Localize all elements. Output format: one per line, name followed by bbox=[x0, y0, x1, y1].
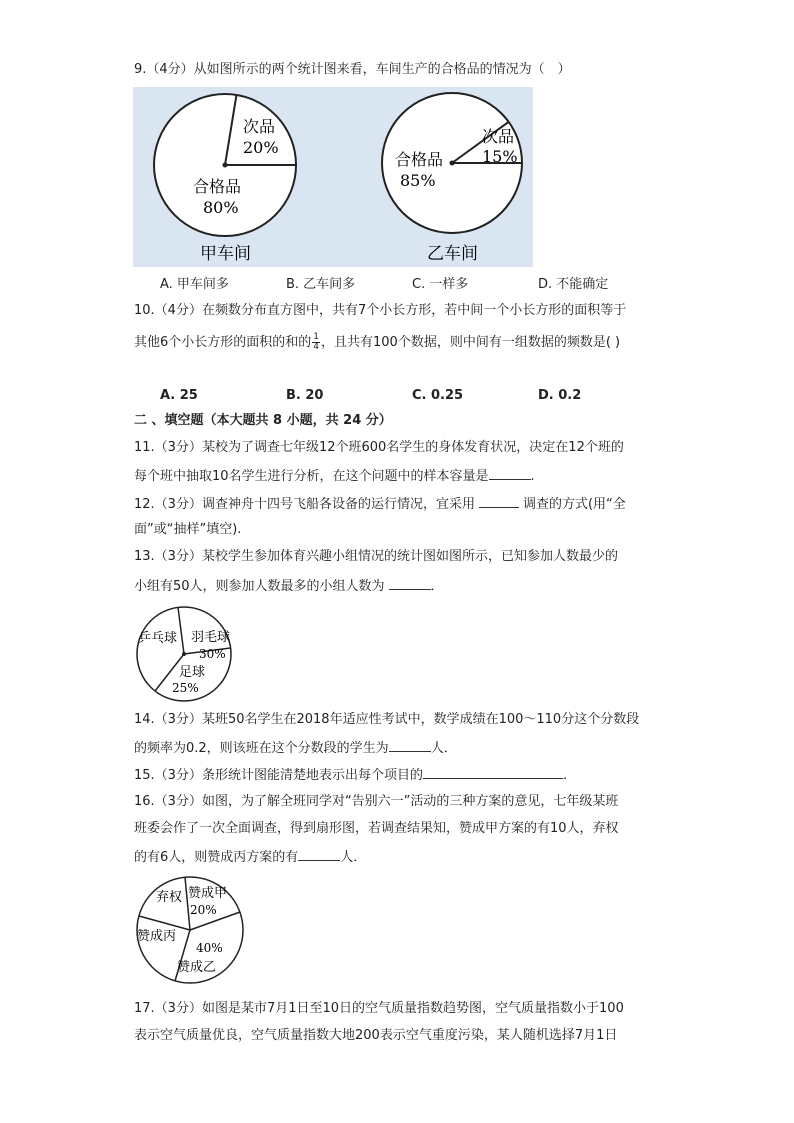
q16-pie-chart bbox=[132, 874, 252, 986]
q9-pie-a-slice2-name: 合格品 bbox=[193, 177, 242, 196]
q10-fraction-numerator: 1 bbox=[313, 332, 320, 342]
q16-line3b: 人． bbox=[340, 850, 367, 865]
q11-end: . bbox=[530, 469, 535, 484]
q12-line1a: 12.（3分）调查神舟十四号飞船各设备的运行情况，宜采用 bbox=[134, 497, 475, 512]
q11-line2-text: 每个班中抽取10名学生进行分析，在这个问题中的样本容量是 bbox=[134, 469, 489, 484]
q9-pie-charts bbox=[133, 87, 533, 267]
q10-option-a[interactable]: A. 25 bbox=[160, 388, 198, 403]
q16-slice-b-percent: 40% bbox=[196, 941, 223, 955]
q12-line1b: 调查的方式(用“全 bbox=[522, 497, 626, 512]
q16-line3a: 的有6人，则赞成丙方案的有 bbox=[134, 850, 299, 865]
q13-slice-football-name: 足球 bbox=[179, 665, 206, 680]
q16-line3 bbox=[134, 847, 366, 867]
q15-end: . bbox=[562, 768, 568, 783]
q9-pie-b-label: 乙车间 bbox=[427, 244, 478, 264]
q14-line1: 14.（3分）某班50名学生在2018年适应性考试中，数学成绩在100～110分这个分数段 bbox=[134, 712, 640, 727]
q10-line2a: 其他6个小长方形的面积的和的 bbox=[134, 335, 312, 350]
q9-pie-b-slice2-percent: 85% bbox=[400, 171, 436, 190]
q10-option-b[interactable]: B. 20 bbox=[286, 388, 324, 403]
q14-line2a: 的频率为0.2，则该班在这个分数段的学生为 bbox=[134, 741, 389, 756]
q9-option-c[interactable]: C. 一样多 bbox=[412, 277, 469, 292]
q9-pie-a-slice2-percent: 80% bbox=[203, 198, 239, 217]
q13-end: ． bbox=[430, 579, 444, 594]
q13-line1: 13.（3分）某校学生参加体育兴趣小组情况的统计图如图所示，已知参加人数最少的 bbox=[134, 549, 618, 564]
q9-pie-a-slice1-percent: 20% bbox=[243, 138, 279, 157]
q13-pie-chart bbox=[131, 603, 243, 703]
q13-slice-pingpong-name: 乒乓球 bbox=[138, 631, 178, 646]
q9-pie-b-slice2-name: 合格品 bbox=[395, 150, 444, 169]
q14-line2b: 人． bbox=[430, 741, 457, 756]
q16-line2: 班委会作了一次全面调查，得到扇形图，若调查结果知，赞成甲方案的有10人，弃权 bbox=[134, 821, 619, 836]
q16-slice-a-percent: 20% bbox=[190, 903, 217, 917]
q16-slice-c-name: 赞成丙 bbox=[137, 929, 177, 944]
q16-slice-b-name: 赞成乙 bbox=[177, 960, 217, 975]
q11-answer-blank[interactable] bbox=[489, 466, 531, 480]
q17-line2: 表示空气质量优良，空气质量指数大地200表示空气重度污染，某人随机选择7月1日 bbox=[134, 1028, 618, 1043]
q9-stem: 9.（4分）从如图所示的两个统计图来看，车间生产的合格品的情况为（ ） bbox=[134, 62, 571, 77]
q16-line1: 16.（3分）如图，为了解全班同学对“告别六一”活动的三种方案的意见，七年级某班 bbox=[134, 794, 619, 809]
q13-line2-text: 小组有50人，则参加人数最多的小组人数为 bbox=[134, 579, 385, 594]
q9-pie-b-slice1-name: 次品 bbox=[482, 127, 515, 146]
q9-option-b[interactable]: B. 乙车间多 bbox=[286, 277, 356, 292]
q9-pie-a-label: 甲车间 bbox=[200, 244, 251, 264]
q17-line1: 17.（3分）如图是某市7月1日至10日的空气质量指数趋势图，空气质量指数小于100 bbox=[134, 1001, 624, 1016]
q14-answer-blank[interactable] bbox=[389, 738, 431, 752]
q13-slice-badminton-percent: 30% bbox=[199, 647, 226, 661]
q9-pie-b-slice1-percent: 15% bbox=[482, 147, 518, 166]
q10-line2 bbox=[134, 333, 620, 352]
q14-line2 bbox=[134, 738, 457, 758]
q10-line1: 10.（4分）在频数分布直方图中，共有7个小长方形，若中间一个小长方形的面积等于 bbox=[134, 303, 627, 318]
q15-line bbox=[134, 765, 567, 785]
q16-slice-a-name: 赞成甲 bbox=[188, 886, 228, 901]
q9-pie-a-slice1-name: 次品 bbox=[243, 117, 276, 136]
q9-figure bbox=[133, 87, 533, 267]
q15-line1: 15.（3分）条形统计图能清楚地表示出每个项目的 bbox=[134, 768, 423, 783]
q10-fraction-denominator: 4 bbox=[313, 342, 320, 352]
q13-slice-badminton-name: 羽毛球 bbox=[191, 630, 231, 645]
q13-pie-center bbox=[182, 652, 186, 656]
q10-option-c[interactable]: C. 0.25 bbox=[412, 388, 464, 403]
q16-slice-abstain-name: 弃权 bbox=[156, 890, 183, 905]
q10-option-d[interactable]: D. 0.2 bbox=[538, 388, 582, 403]
q13-slice-football-percent: 25% bbox=[172, 681, 199, 695]
q13-answer-blank[interactable] bbox=[389, 576, 431, 590]
q13-line2 bbox=[134, 576, 444, 596]
q9-pie-a-center bbox=[223, 163, 228, 168]
section2-heading: 二 、填空题（本大题共 8 小题，共 24 分） bbox=[134, 413, 392, 428]
q10-fraction bbox=[312, 333, 320, 352]
q9-option-d[interactable]: D. 不能确定 bbox=[538, 277, 609, 292]
q12-line1 bbox=[134, 494, 626, 514]
q11-line1: 11.（3分）某校为了调查七年级12个班600名学生的身体发育状况，决定在12个班的 bbox=[134, 440, 624, 455]
q9-option-a[interactable]: A. 甲车间多 bbox=[160, 277, 229, 292]
q9-pie-b-center bbox=[450, 161, 455, 166]
q16-answer-blank[interactable] bbox=[298, 847, 340, 861]
q15-answer-blank[interactable] bbox=[423, 765, 563, 779]
q10-line2b: ，且共有100个数据，则中间有一组数据的频数是( ) bbox=[321, 335, 621, 350]
q12-line2: 面”或“抽样”填空). bbox=[134, 522, 242, 537]
q11-line2 bbox=[134, 466, 535, 486]
q12-answer-blank[interactable] bbox=[479, 494, 519, 508]
